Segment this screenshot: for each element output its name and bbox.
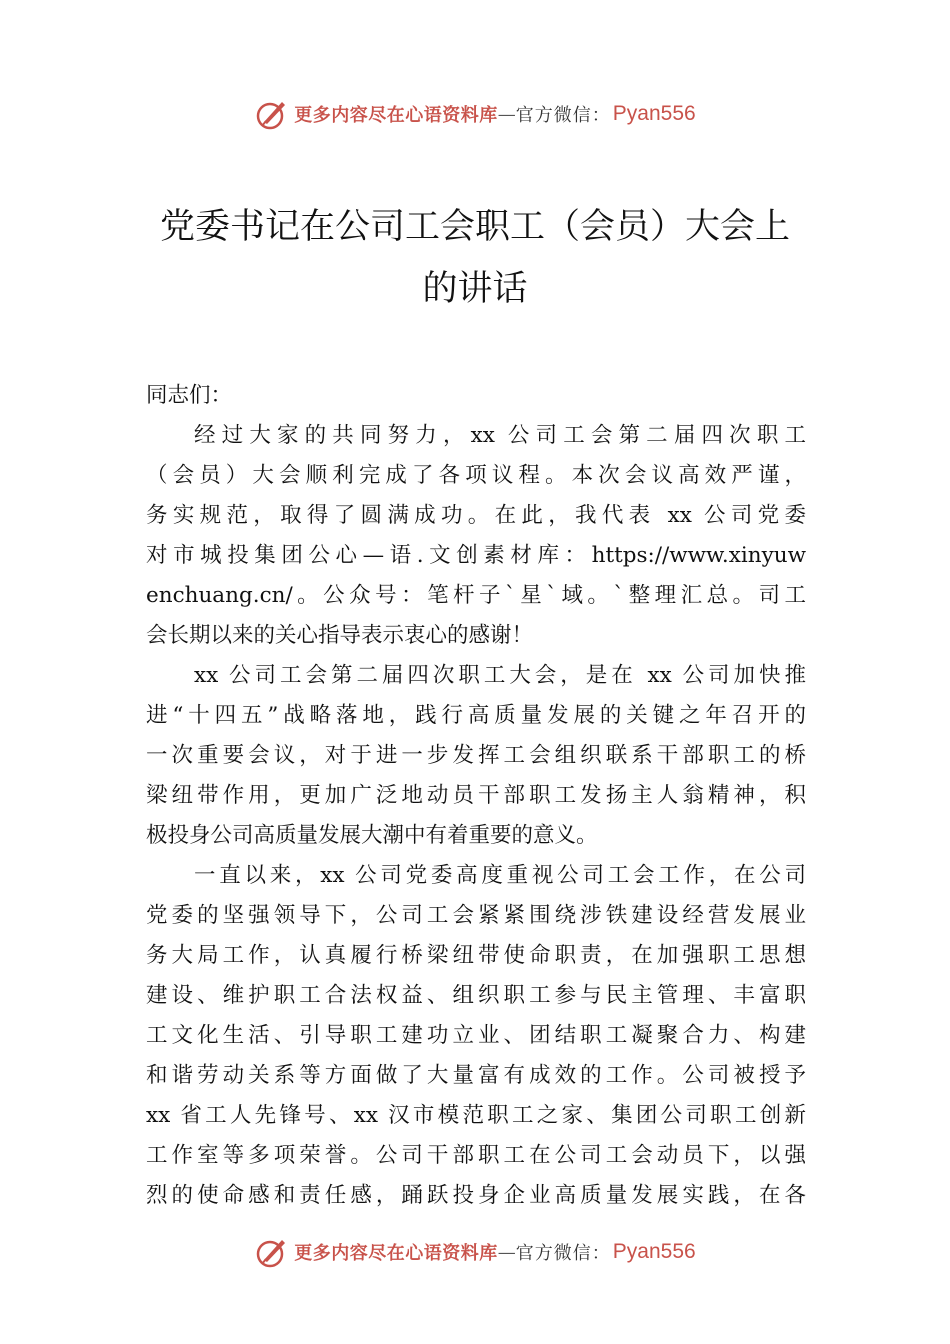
watermark-wechat-label: 官方微信： bbox=[515, 1243, 611, 1264]
body-line: 党委的坚强领导下，公司工会紧紧围绕涉铁建设经营发展业 bbox=[146, 903, 806, 928]
body-line: 工作室等多项荣誉。公司干部职工在公司工会动员下，以强 bbox=[146, 1143, 806, 1168]
body-line: 进“十四五”战略落地，践行高质量发展的关键之年召开的 bbox=[146, 703, 806, 728]
body-line: 和谐劳动关系等方面做了大量富有成效的工作。公司被授予 bbox=[146, 1063, 806, 1088]
watermark-separator: — bbox=[497, 1241, 516, 1263]
body-line: 务实规范，取得了圆满成功。在此，我代表 xx 公司党委 bbox=[146, 503, 806, 528]
footer-watermark bbox=[0, 1232, 950, 1272]
title-line: 的讲话 bbox=[422, 269, 528, 309]
quill-logo-icon bbox=[254, 96, 290, 132]
document-body bbox=[146, 376, 806, 1216]
body-line: xx 公司工会第二届四次职工大会，是在 xx 公司加快推 bbox=[194, 663, 806, 688]
salutation: 同志们： bbox=[146, 383, 233, 408]
title-line: 党委书记在公司工会职工（会员）大会上 bbox=[159, 207, 790, 247]
watermark-text: 更多内容尽在心语资料库 bbox=[294, 105, 498, 126]
watermark-text: 更多内容尽在心语资料库 bbox=[294, 1243, 498, 1264]
body-line: 工文化生活、引导职工建功立业、团结职工凝聚合力、构建 bbox=[146, 1023, 806, 1048]
watermark-separator: — bbox=[497, 103, 516, 125]
quill-logo-icon bbox=[254, 1234, 290, 1270]
body-line: 梁纽带作用，更加广泛地动员干部职工发扬主人翁精神，积 bbox=[146, 783, 806, 808]
header-watermark bbox=[0, 94, 950, 134]
body-line: 务大局工作，认真履行桥梁纽带使命职责，在加强职工思想 bbox=[146, 943, 806, 968]
body-line: （会员）大会顺利完成了各项议程。本次会议高效严谨， bbox=[146, 463, 806, 488]
watermark-wechat-id: Pyan556 bbox=[612, 102, 696, 125]
document-title bbox=[130, 196, 820, 320]
body-line: 建设、维护职工合法权益、组织职工参与民主管理、丰富职 bbox=[146, 983, 806, 1008]
body-line: 一次重要会议，对于进一步发挥工会组织联系干部职工的桥 bbox=[146, 743, 806, 768]
body-line: 会长期以来的关心指导表示衷心的感谢！ bbox=[146, 623, 534, 648]
watermark-wechat-label: 官方微信： bbox=[515, 105, 611, 126]
watermark-wechat-id: Pyan556 bbox=[612, 1240, 696, 1263]
body-line: 烈的使命感和责任感，踊跃投身企业高质量发展实践，在各 bbox=[146, 1183, 806, 1208]
body-line: 极投身公司高质量发展大潮中有着重要的意义。 bbox=[146, 823, 598, 848]
body-line: xx 省工人先锋号、xx 汉市模范职工之家、集团公司职工创新 bbox=[146, 1103, 806, 1128]
body-line: 对市城投集团公心—语.文创素材库：https://www.xinyuw bbox=[146, 543, 806, 568]
body-line: 一直以来，xx 公司党委高度重视公司工会工作，在公司 bbox=[194, 863, 806, 888]
body-line: 经过大家的共同努力，xx 公司工会第二届四次职工 bbox=[194, 423, 806, 448]
body-line: enchuang.cn/。公众号：笔杆子`星`域。`整理汇总。司工 bbox=[146, 583, 806, 608]
